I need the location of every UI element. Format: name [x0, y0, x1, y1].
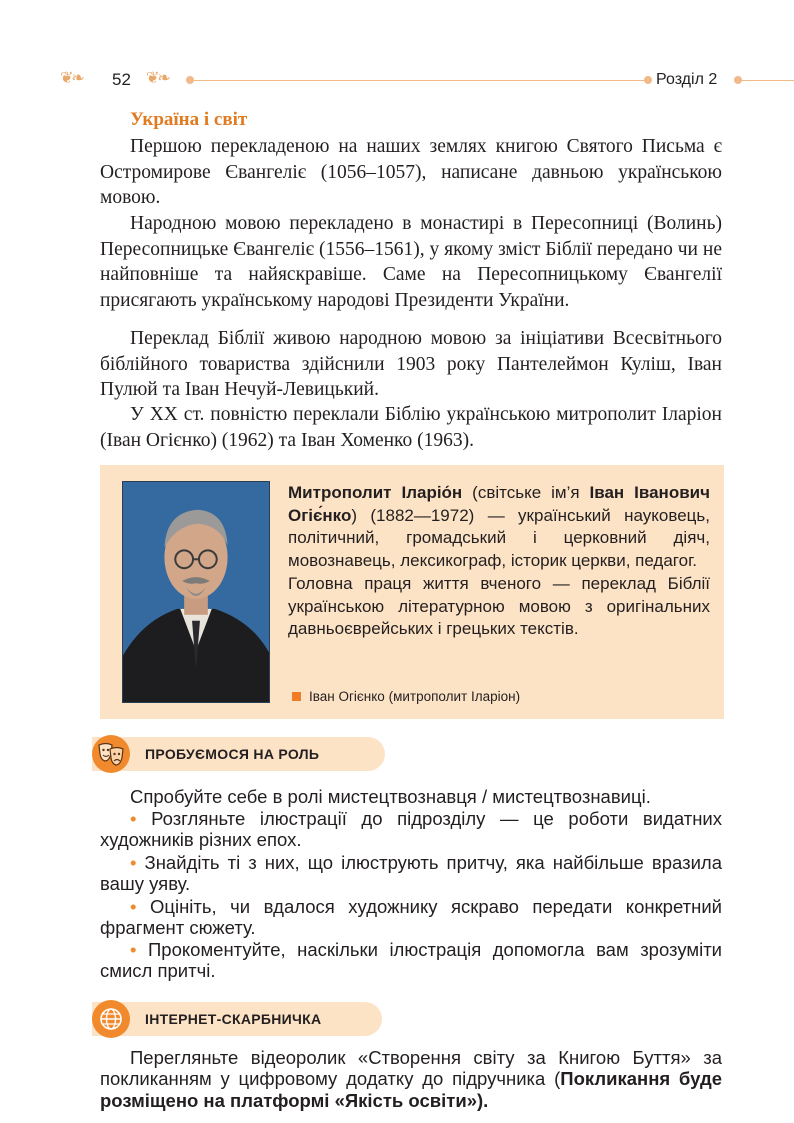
list-item [100, 852, 722, 895]
roleplay-title: ПРОБУЄМОСЯ НА РОЛЬ [145, 746, 320, 762]
paragraph: Народною мовою перекладено в монастирі в Пересопниці (Волинь) Пересопницьке Євангеліє (1556–1561), у якому зміст Біблії передано чи не найповніше та найяскравіше. Саме на Пересопницькому Євангелії присягають українському народові Президенти України. [100, 213, 722, 312]
internet-title: ІНТЕРНЕТ-СКАРБНИЧКА [145, 1011, 322, 1027]
chapter-label: Розділ 2 [656, 71, 718, 88]
globe-icon [92, 1000, 130, 1038]
bullet-icon: • [130, 939, 137, 960]
ornament-right-icon: ❦❧ [146, 68, 169, 87]
header-rule [194, 80, 648, 81]
page-number: 52 [112, 70, 131, 89]
bullet-icon: • [130, 852, 137, 873]
bullet-icon: • [130, 896, 137, 917]
list-item [100, 896, 722, 939]
portrait-image [122, 481, 270, 703]
theater-masks-icon [92, 735, 130, 773]
rule-dot-icon [186, 76, 194, 84]
internet-text-bold: Покликання буде розміщено на платформі «Якість освіти»). [100, 1068, 722, 1111]
page-header [0, 62, 794, 98]
bio-description: ) (1882—1972) — український науковець, політичний, громадський і церковний діяч, мовознавець, лексикограф, історик церкви, педагог. [288, 505, 710, 571]
section-title: Україна і світ [130, 109, 248, 130]
caption-text: Іван Огієнко (митрополит Іларіон) [309, 689, 521, 704]
list-item-text: Оцініть, чи вдалося художнику яскраво передати конкретний фрагмент сюжету. [100, 896, 722, 939]
header-rule-end [742, 80, 794, 81]
portrait-caption [292, 689, 520, 704]
list-item [100, 808, 722, 851]
roleplay-intro: Спробуйте себе в ролі мистецтвознавця / мистецтвознавиці. [130, 786, 651, 807]
ornament-left-icon: ❦❧ [60, 68, 83, 87]
list-item-text: Прокоментуйте, наскільки ілюстрація допомогла вам зрозуміти смисл притчі. [100, 939, 722, 982]
internet-heading [92, 1002, 382, 1036]
list-item [100, 939, 722, 982]
bio-text [288, 482, 710, 641]
internet-text-plain: Перегляньте відеоролик «Створення світу за Книгою Буття» за покликанням у цифровому додатку до підручника ( [100, 1047, 722, 1090]
paragraph: У ХХ ст. повністю переклали Біблію українською митрополит Іларіон (Іван Огієнко) (1962) та Іван Хоменко (1963). [100, 404, 722, 451]
bio-secular-prefix: (світське ім’я [462, 483, 590, 502]
internet-text [100, 1047, 722, 1111]
list-item-text: Знайдіть ті з них, що ілюструють притчу, яка найбільше вразила вашу уяву. [100, 852, 722, 895]
paragraph: Переклад Біблії живою народною мовою за ініціативи Всесвітнього біблійного товариства здійснили 1903 року Пантелеймон Куліш, Іван Пулюй та Іван Нечуй-Левицький. [100, 328, 722, 401]
roleplay-heading [92, 737, 385, 771]
bio-name: Митрополит Іларіо́н [288, 483, 463, 502]
rule-dot-icon [644, 76, 652, 84]
portrait-icon [123, 482, 269, 702]
bio-box [100, 465, 724, 719]
bio-secular-name: Іван Іванович Огіє́нко [288, 483, 710, 525]
rule-dot-icon [734, 76, 742, 84]
bullet-icon: • [130, 808, 137, 829]
bio-work: Головна праця життя вченого — переклад Біблії українською літературною мовою з оригінальних давньоєврейських і грецьких текстів. [288, 573, 710, 639]
paragraph: Першою перекладеною на наших землях книгою Святого Письма є Остромирове Євангеліє (1056–1057), написане давньою українською мовою. [100, 136, 722, 209]
square-bullet-icon [292, 692, 301, 701]
list-item-text: Розгляньте ілюстрації до підрозділу — це роботи видатних художників різних епох. [100, 808, 723, 851]
